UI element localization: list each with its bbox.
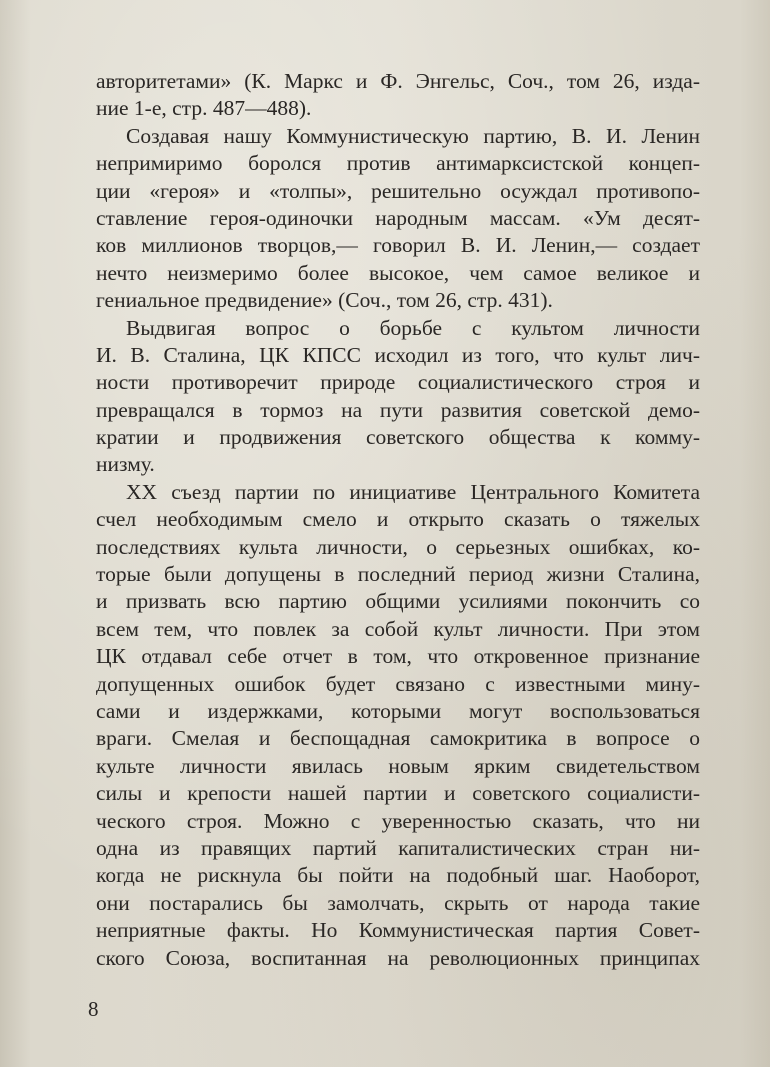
text-line: допущенных ошибок будет связано с известными мину- [96,671,700,696]
text-line: Создавая нашу Коммунистическую партию, В. И. Ленин [126,123,700,148]
text-line: всем тем, что повлек за собой культ личности. При этом [96,616,700,641]
text-line: силы и крепости нашей партии и советского социалисти- [96,781,700,806]
text-line: счел необходимым смело и открыто сказать о тяжелых [96,507,700,532]
text-line: ции «героя» и «толпы», решительно осуждал противопо- [96,178,700,203]
text-line: ков миллионов творцов,— говорил В. И. Ленин,— создает [96,233,700,258]
text-line: ности противоречит природе социалистического строя и [96,370,700,395]
text-line: ставление героя-одиночки народным массам. «Ум десят- [96,205,700,230]
text-line: нечто неизмеримо более высокое, чем самое великое и [96,260,700,285]
text-line: враги. Смелая и беспощадная самокритика в вопросе о [96,726,700,751]
text-line: ского Союза, воспитанная на революционных принципах [96,945,700,970]
paragraph [96,479,700,972]
text-line: низму. [96,452,155,477]
text-line: они постарались бы замолчать, скрыть от народа такие [96,890,700,915]
text-line: кратии и продвижения советского общества к комму- [96,425,700,450]
text-line: и призвать всю партию общими усилиями покончить со [96,589,700,614]
paragraph [96,68,700,123]
text-line: ЦК отдавал себе отчет в том, что откровенное признание [96,644,700,669]
text-line: неприятные факты. Но Коммунистическая партия Совет- [96,918,700,943]
text-line: торые были допущены в последний период жизни Сталина, [96,562,700,587]
paragraph [96,315,700,479]
text-line: гениальное предвидение» (Соч., том 26, стр. 431). [96,288,553,313]
text-line: одна из правящих партий капиталистических стран ни- [96,835,700,860]
body-text [96,68,700,972]
text-line: И. В. Сталина, ЦК КПСС исходил из того, что культ лич- [96,342,700,367]
page-number: 8 [88,997,99,1021]
text-line: ческого строя. Можно с уверенностью сказать, что ни [96,808,700,833]
text-line: ние 1-е, стр. 487—488). [96,96,312,121]
text-line: авторитетами» (К. Маркс и Ф. Энгельс, Соч., том 26, изда- [96,69,700,93]
text-line: непримиримо боролся против антимарксистской концеп- [96,151,700,176]
text-line: последствиях культа личности, о серьезных ошибках, ко- [96,534,700,559]
text-line: когда не рискнула бы пойти на подобный шаг. Наоборот, [96,863,700,888]
text-line: культе личности явилась новым ярким свидетельством [96,753,700,778]
text-line: превращался в тормоз на пути развития советской демо- [96,397,700,422]
paragraph [96,123,700,315]
text-line: XX съезд партии по инициативе Центрального Комитета [126,479,700,504]
text-line: Выдвигая вопрос о борьбе с культом личности [126,315,700,340]
text-line: сами и издержками, которыми могут воспользоваться [96,698,700,723]
